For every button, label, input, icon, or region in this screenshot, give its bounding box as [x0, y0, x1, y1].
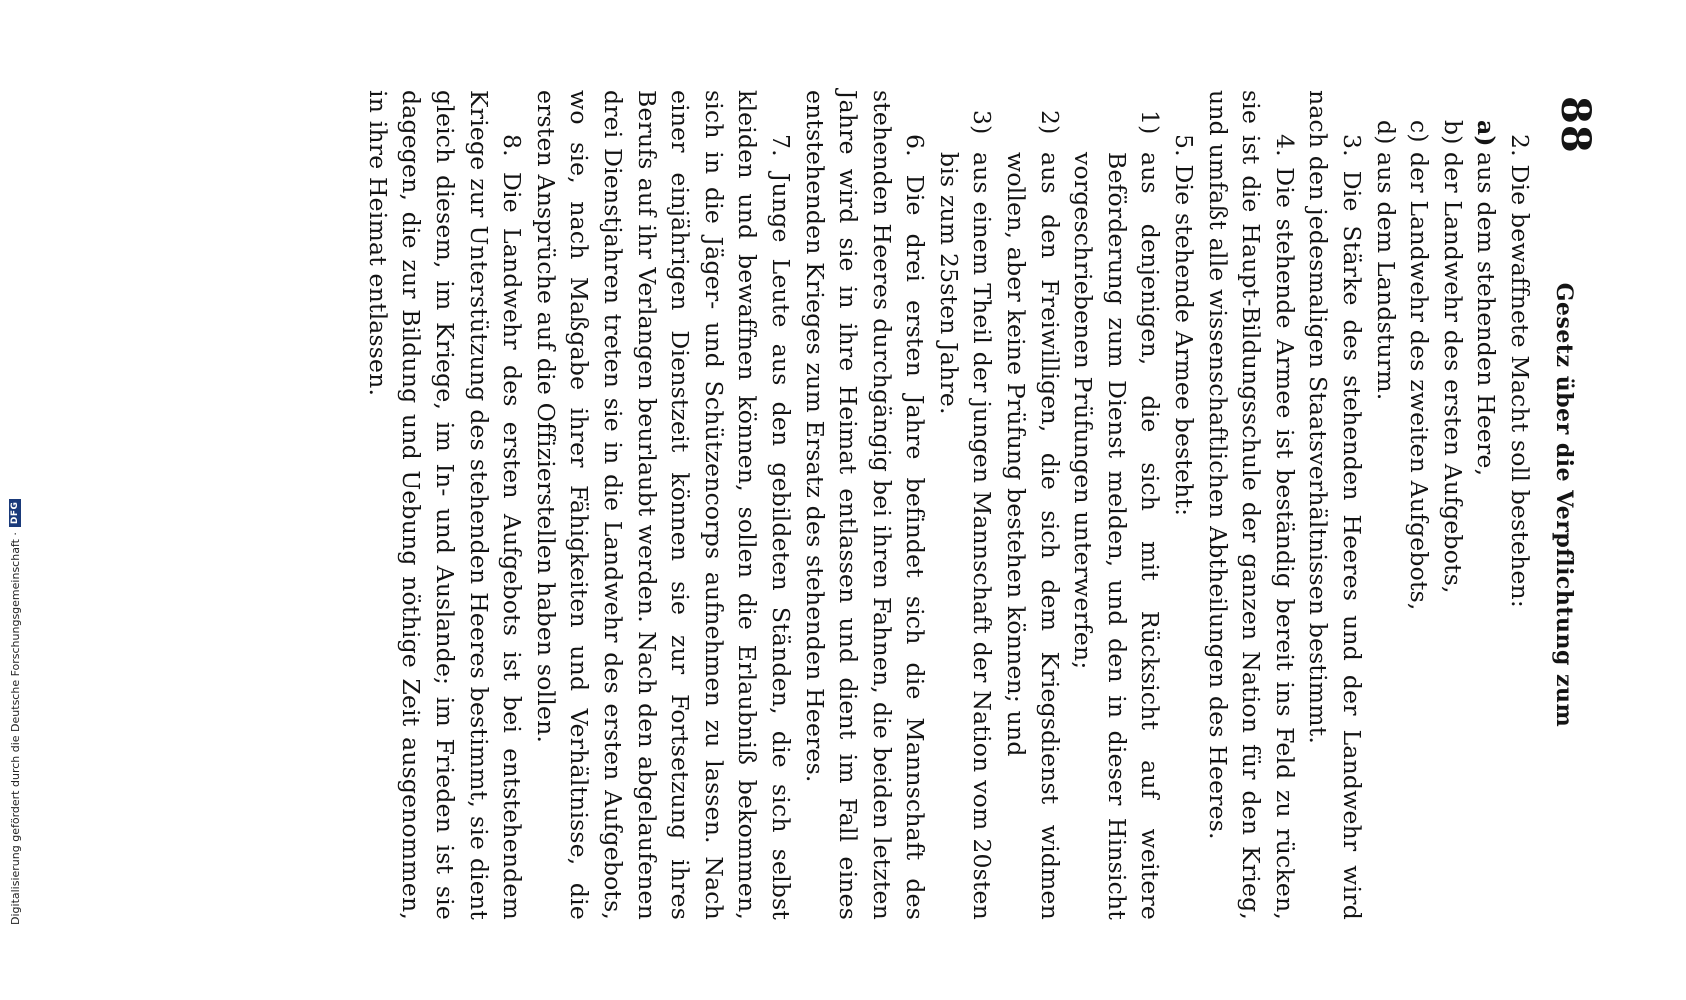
scanned-page — [138, 70, 1598, 940]
list-item — [1402, 90, 1436, 920]
list-item — [1066, 90, 1167, 920]
list-marker: d) — [1371, 120, 1400, 145]
list-item — [999, 90, 1066, 920]
list-item — [931, 90, 998, 920]
list-marker: 3) — [968, 110, 997, 135]
running-head: Gesetz über die Verpflichtung zum — [1550, 282, 1577, 728]
dfg-logo: DFG — [9, 499, 21, 528]
list-item-text: aus dem Landsturm. — [1371, 152, 1400, 401]
paragraph-2-intro: 2. Die bewaffnete Macht soll bestehen: — [1506, 134, 1534, 609]
paragraph-3: 3. Die Stärke des stehenden Heeres und der Landwehr wird nach den jedesmaligen Staatsverhältnissen bestimmt. — [1304, 90, 1367, 920]
list-marker: 1) — [1136, 110, 1165, 135]
list-marker: 2) — [1035, 110, 1064, 135]
list-item-text: der Landwehr des zweiten Aufgebots, — [1405, 152, 1434, 611]
list-item-text: aus dem stehenden Heere, — [1472, 152, 1501, 477]
list-item — [1435, 90, 1469, 920]
list-item-text: aus den Freiwilligen, die sich dem Kriegsdienst widmen wollen, aber keine Prüfung bestehen können; und — [1002, 152, 1064, 920]
digitization-credit — [0, 501, 22, 925]
paragraph-6: 6. Die drei ersten Jahre befindet sich die Mannschaft des stehenden Heeres durchgängig bei ihren Fahnen, die beiden letzten Jahre wird sie in ihre Heimat entlassen und dient im Fall eines entstehenden Krieges zum Ersatz des stehenden Heeres. — [800, 90, 930, 920]
list-marker: a) — [1472, 120, 1501, 147]
list-marker: c) — [1405, 120, 1434, 143]
page-body — [360, 90, 1536, 920]
paragraph-8: 8. Die Landwehr des ersten Aufgebots ist bei entstehendem Kriege zur Unterstützung des stehenden Heeres bestimmt, sie dient gleich diesem, im Kriege, im In- und Auslande; im Frieden ist sie dagegen, die zur Bildung und Uebung nöthige Zeit ausgenommen, in ihre Heimat entlassen. — [363, 90, 527, 920]
credit-text: Digitalisierung gefördert durch die Deutsche Forschungsgemeinschaft · — [8, 532, 22, 925]
page-header — [1540, 90, 1598, 920]
paragraph-4: 4. Die stehende Armee ist beständig bereit ins Feld zu rücken, sie ist die Haupt-Bildungsschule der ganzen Nation für den Krieg, und umfaßt alle wissenschaftlichen Abtheilungen des Heeres. — [1203, 90, 1299, 920]
page-number: 88 — [1552, 96, 1599, 154]
list-item — [1368, 90, 1402, 920]
paragraph-7: 7. Junge Leute aus den gebildeten Ständen, die sich selbst kleiden und bewaffnen können, sollen die Erlaubniß bekommen, sich in die Jäger- und Schützencorps aufnehmen zu lassen. Nach einer einjährigen Dienstzeit können sie zur Fortsetzung ihres Berufs auf ihr Verlangen beurlaubt werden. Nach den abgelaufenen drei Dienstjahren treten sie in die Landwehr des ersten Aufgebots, wo sie, nach Maßgabe ihrer Fähigkeiten und Verhältnisse, die ersten Ansprüche auf die Offizierstellen haben sollen. — [531, 90, 795, 920]
list-item-text: aus denjenigen, die sich mit Rücksicht auf weitere Beförderung zum Dienst melden, und den in dieser Hinsicht vorgeschriebenen Prüfungen unterwerfen; — [1069, 152, 1165, 920]
list-item-text: aus einem Theil der jungen Mannschaft der Nation vom 20sten bis zum 25sten Jahre. — [934, 152, 997, 920]
list-item — [1469, 90, 1503, 920]
paragraph-5-intro: 5. Die stehende Armee besteht: — [1170, 134, 1199, 517]
list-marker: b) — [1438, 120, 1467, 145]
list-item-text: der Landwehr des ersten Aufgebots, — [1438, 152, 1467, 594]
